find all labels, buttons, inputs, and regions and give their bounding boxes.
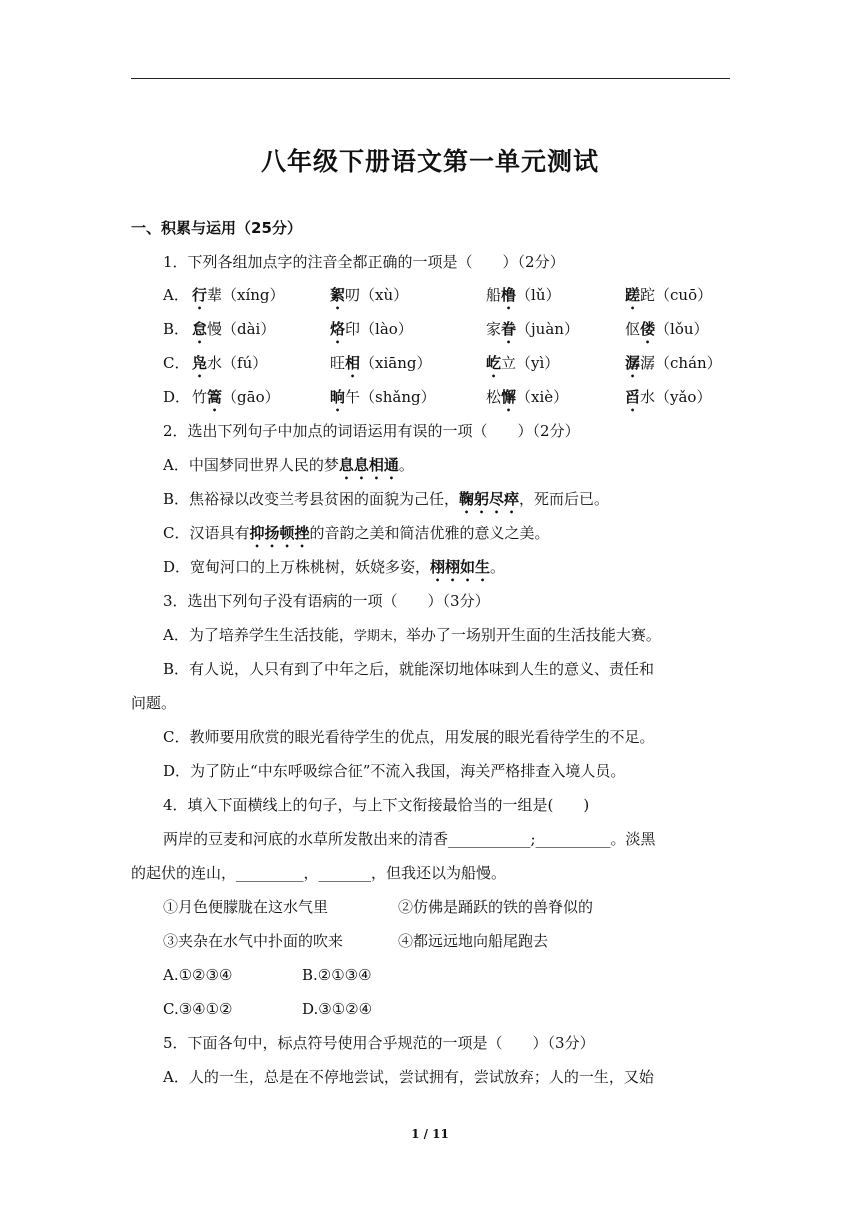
q1-option-item: 蹉跎（cuō）	[625, 286, 713, 304]
q1-option-item: 凫水（fú）	[192, 354, 268, 372]
q4-passage-line2: 的起伏的连山，_________，_______，但我还以为船慢。	[131, 864, 507, 882]
page-number: 1 / 11	[411, 1127, 449, 1141]
q1-option-item: 舀水（yǎo）	[625, 388, 712, 406]
q4-sentence-3: ③夹杂在水气中扑面的吹来	[163, 932, 344, 950]
page-title: 八年级下册语文第一单元测试	[260, 147, 599, 176]
q1-option-item: 烙印（lào）	[330, 320, 413, 338]
q3-option-b-line2: 问题。	[131, 694, 177, 712]
q1-option-label: C．	[163, 354, 190, 372]
q1-option-label: B．	[163, 320, 190, 338]
q1-option-item: 伛偻（lǒu）	[625, 320, 709, 338]
q1-option-item: 旺相（xiāng）	[330, 354, 432, 372]
section-heading: 一、积累与运用（25分）	[131, 219, 302, 237]
q1-option-item: 絮叨（xù）	[330, 286, 409, 304]
q1-option-item: 行辈（xíng）	[192, 286, 285, 304]
q4-answer-c: C.③④①②	[163, 1000, 233, 1018]
q1-option-item: 潺潺（chán）	[625, 354, 722, 372]
q3-option-b-line1: B．有人说，人只有到了中年之后，就能深切地体味到人生的意义、责任和	[163, 660, 655, 678]
q4-answer-b: B.②①③④	[302, 966, 372, 984]
q1-stem: 1．下列各组加点字的注音全都正确的一项是（ ）（2分）	[163, 253, 565, 271]
q2-option-a: A．中国梦同世界人民的梦息息相通。	[163, 456, 414, 474]
q3-option-c: C．教师要用欣赏的眼光看待学生的优点，用发展的眼光看待学生的不足。	[163, 728, 655, 746]
q1-option-item: 晌午（shǎng）	[330, 388, 436, 406]
q1-option-item: 竹篙（gāo）	[192, 388, 280, 406]
q2-option-c: C．汉语具有抑扬顿挫的音韵之美和简洁优雅的意义之美。	[163, 524, 550, 542]
q2-option-d: D．宽甸河口的上万株桃树，妖娆多姿，栩栩如生。	[163, 558, 506, 576]
q4-answer-a: A.①②③④	[163, 966, 233, 984]
q1-option-item: 屹立（yì）	[486, 354, 560, 372]
q4-answer-d: D.③①②④	[302, 1000, 373, 1018]
q1-option-item: 怠慢（dài）	[192, 320, 276, 338]
q5-stem: 5．下面各句中，标点符号使用合乎规范的一项是（ ）（3分）	[163, 1034, 595, 1052]
q5-option-a: A．人的一生，总是在不停地尝试，尝试拥有，尝试放弃；人的一生，又始	[163, 1068, 654, 1086]
q4-sentence-2: ②仿佛是踊跃的铁的兽脊似的	[398, 898, 594, 916]
q3-stem: 3．选出下列句子没有语病的一项（ ）（3分）	[163, 592, 490, 610]
q3-option-a: A．为了培养学生生活技能，学期末，举办了一场别开生面的生活技能大赛。	[163, 626, 661, 644]
q4-sentence-4: ④都远远地向船尾跑去	[398, 932, 549, 950]
q3-option-d: D．为了防止“中东呼吸综合征”不流入我国，海关严格排查入境人员。	[163, 762, 626, 780]
q1-option-label: A．	[163, 286, 189, 304]
header-rule	[131, 78, 730, 79]
q4-passage-line1: 两岸的豆麦和河底的水草所发散出来的清香___________;__________。淡黑	[163, 830, 656, 848]
q1-option-item: 家眷（juàn）	[486, 320, 579, 338]
q2-option-b: B．焦裕禄以改变兰考县贫困的面貌为己任，鞠躬尽瘁，死而后已。	[163, 490, 610, 508]
q2-stem: 2．选出下列句子中加点的词语运用有误的一项（ ）（2分）	[163, 422, 580, 440]
q1-option-label: D．	[163, 388, 191, 406]
q4-sentence-1: ①月色便朦胧在这水气里	[163, 898, 329, 916]
q4-stem: 4．填入下面横线上的句子，与上下文衔接最恰当的一组是( )	[163, 796, 590, 814]
q1-option-item: 松懈（xiè）	[486, 388, 569, 406]
q1-option-item: 船橹（lǔ）	[486, 286, 561, 304]
